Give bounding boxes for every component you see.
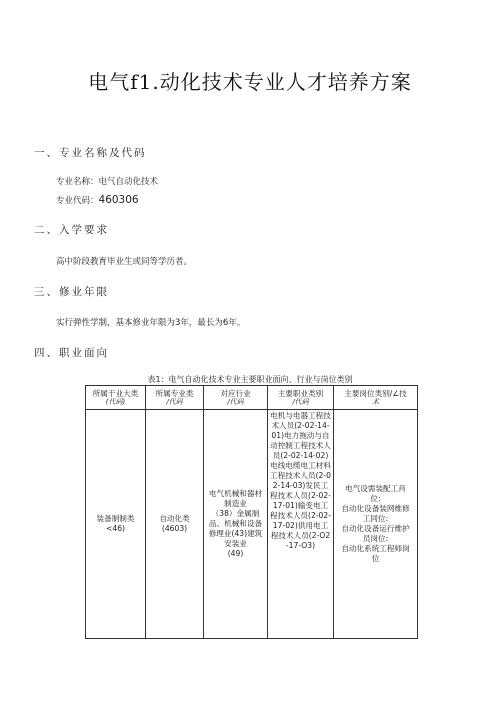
section-heading-major-name: 一、专业名称及代码 (34, 147, 147, 159)
table-cell-positions: 电气设需装配工肖 位: 自动化设备装网维修 工同位: 自动化设备运行维护 员岗位: 自动化系统工程师岗 位 (334, 410, 418, 639)
table-cell-major-category: 自动化类 (4603) (146, 410, 204, 639)
major-code-value: 460306 (98, 194, 139, 206)
major-name-line: 专业名称：电气自动化技术 (56, 177, 159, 187)
section-heading-duration: 三、修业年限 (34, 286, 109, 298)
major-code-label: 专业代码： (56, 196, 99, 206)
table-cell-occupation: 电机与电器工程技术人员(2-02-14-01)电力拖动与自动控制工程技术人员(2-02-14-02)电线电缆电工材料工程技术人员(2-02-14-03)发民工程技术人员(2-02-17-01)输变电工程技术人员(2-02-17-02)供用电工程技术人员(2-O2-17-O3) (268, 410, 334, 639)
table-header-row (86, 386, 418, 410)
table-header-cell: 主要岗位类别/∠技 术 (334, 386, 418, 410)
major-code-line (56, 194, 139, 206)
table-row (86, 410, 418, 639)
career-orientation-table (85, 385, 418, 639)
table-header-cell: 所属干业大类 (代码) (86, 386, 146, 410)
document-title: 电气f1.动化技术专业人才培养方案 (88, 70, 412, 94)
admission-requirement-text: 高中阶段教育毕业生或同等学历者。 (56, 257, 193, 267)
section-heading-career: 四、职业面向 (34, 347, 109, 359)
table-header-cell: 所属专业类 /代码 (146, 386, 204, 410)
table-cell-industry: 电气机械和器材制造业 （38）金属制品、机械和设备修理业(43)建筑安装业 (49) (204, 410, 268, 639)
table-header-cell: 对应行业 /代码 (204, 386, 268, 410)
table-cell-industry-category: 装备制制类 <46) (86, 410, 146, 639)
table-header-cell: 主要职业类别 /代码 (268, 386, 334, 410)
duration-text: 实行弹性学制，基本修业年限为3年，最长为6年。 (56, 318, 246, 328)
section-heading-admission: 二、入学要求 (34, 224, 109, 236)
table-caption: 表1：电气自动化技术专业主要职业面向、行业与岗位类别 (147, 375, 353, 384)
